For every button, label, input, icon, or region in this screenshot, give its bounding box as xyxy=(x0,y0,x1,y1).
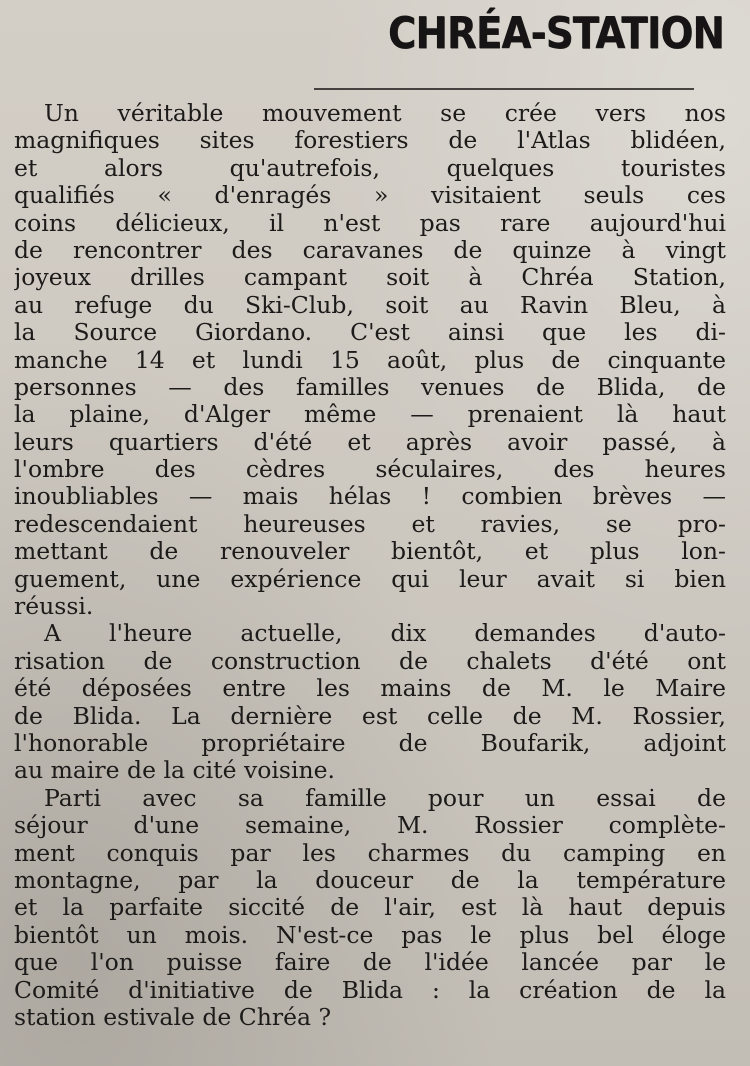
text-line: au maire de la cité voisine. xyxy=(14,757,335,785)
text-line: Parti avec sa famille pour un essai de xyxy=(44,784,726,812)
text-line: séjour d'une semaine, M. Rossier complète- xyxy=(14,812,726,840)
headline: CHRÉA-STATION xyxy=(387,8,724,59)
text-line: guement, une expérience qui leur avait si bien xyxy=(14,565,726,593)
text-line: manche 14 et lundi 15 août, plus de cinquante xyxy=(14,346,726,374)
text-line: leurs quartiers d'été et après avoir passé, à xyxy=(14,428,726,456)
text-line: montagne, par la douceur de la température xyxy=(14,866,726,894)
headline-block xyxy=(330,8,730,100)
text-line: la plaine, d'Alger même — prenaient là haut xyxy=(14,401,726,429)
text-line: Un véritable mouvement se crée vers nos xyxy=(44,100,726,127)
text-line: redescendaient heureuses et ravies, se pro- xyxy=(14,510,726,538)
text-line: de rencontrer des caravanes de quinze à vingt xyxy=(14,236,726,264)
paragraph xyxy=(14,620,726,784)
text-line: joyeux drilles campant soit à Chréa Station, xyxy=(14,264,726,292)
text-line: station estivale de Chréa ? xyxy=(14,1003,332,1031)
text-line: ment conquis par les charmes du camping en xyxy=(14,839,726,867)
text-line: bientôt un mois. N'est-ce pas le plus bel éloge xyxy=(14,921,726,949)
text-line: risation de construction de chalets d'été ont xyxy=(14,647,726,675)
text-line: la Source Giordano. C'est ainsi que les di- xyxy=(14,319,726,347)
text-line: personnes — des familles venues de Blida, de xyxy=(14,373,726,401)
text-line: mettant de renouveler bientôt, et plus lon- xyxy=(14,538,726,566)
text-line: A l'heure actuelle, dix demandes d'auto- xyxy=(44,620,726,648)
text-line: et alors qu'autrefois, quelques touristes xyxy=(14,154,726,182)
text-line: et la parfaite siccité de l'air, est là haut depuis xyxy=(14,894,726,922)
text-line: réussi. xyxy=(14,593,94,621)
text-line: Comité d'initiative de Blida : la création de la xyxy=(14,976,726,1004)
headline-rule xyxy=(314,88,694,90)
text-line: l'honorable propriétaire de Boufarik, adjoint xyxy=(14,729,726,757)
text-line: inoubliables — mais hélas ! combien brèves — xyxy=(14,483,726,511)
paragraph xyxy=(14,785,726,1032)
text-line: l'ombre des cèdres séculaires, des heures xyxy=(14,456,726,484)
text-line: de Blida. La dernière est celle de M. Rossier, xyxy=(14,702,726,730)
text-line: magnifiques sites forestiers de l'Atlas blidéen, xyxy=(14,127,726,155)
article-body xyxy=(14,100,726,1031)
paragraph xyxy=(14,100,726,620)
text-line: coins délicieux, il n'est pas rare aujourd'hui xyxy=(14,209,726,237)
text-line: qualifiés « d'enragés » visitaient seuls ces xyxy=(14,182,726,210)
text-line: été déposées entre les mains de M. le Maire xyxy=(14,675,726,703)
text-line: au refuge du Ski-Club, soit au Ravin Bleu, à xyxy=(14,291,726,319)
text-line: que l'on puisse faire de l'idée lancée par le xyxy=(14,949,726,977)
